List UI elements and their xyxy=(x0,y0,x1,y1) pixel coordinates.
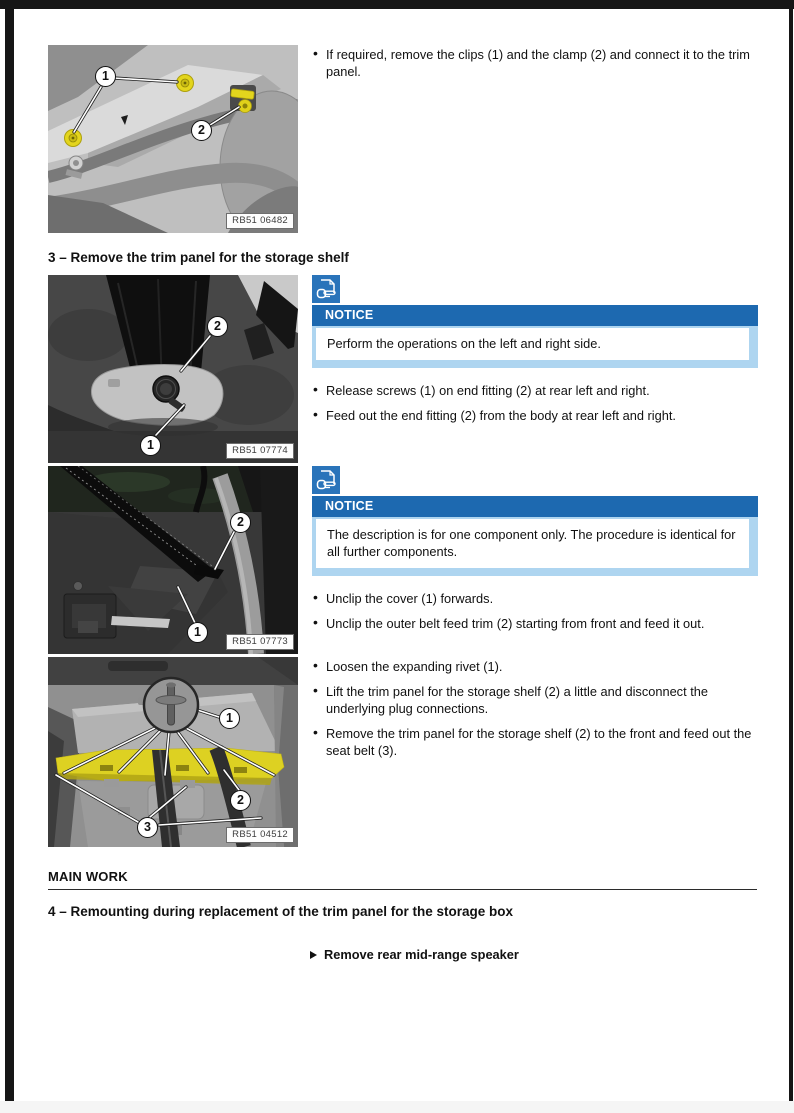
callout-2: 2 xyxy=(191,120,212,141)
bullet-text: Release screws (1) on end fitting (2) at rear left and right. xyxy=(326,383,650,398)
callout-2: 2 xyxy=(207,316,228,337)
notice-icon xyxy=(312,466,340,494)
bullet-text: Remove the trim panel for the storage shelf (2) to the front and feed out the seat belt (3). xyxy=(326,726,752,758)
bullet-text: Loosen the expanding rivet (1). xyxy=(326,659,503,674)
bullet-item xyxy=(312,615,758,632)
notice-block xyxy=(312,466,758,576)
main-work-heading: MAIN WORK xyxy=(48,869,128,884)
callout-1: 1 xyxy=(140,435,161,456)
reference-link[interactable]: Remove rear mid-range speaker xyxy=(324,947,519,962)
notice-title: NOTICE xyxy=(312,496,758,517)
viewer-footer-strip xyxy=(0,1101,794,1113)
figure-label: RB51 06482 xyxy=(226,213,294,229)
figure-label: RB51 04512 xyxy=(226,827,294,843)
step3-row-3 xyxy=(48,657,760,847)
figure-clips-clamp xyxy=(48,45,298,233)
bullet-item xyxy=(312,725,758,759)
step3-row-2 xyxy=(48,466,760,654)
main-work-section xyxy=(48,869,757,890)
bullet-list xyxy=(312,382,758,424)
step-3-heading: 3 – Remove the trim panel for the storage shelf xyxy=(48,250,349,265)
notice-body xyxy=(312,326,758,368)
notice-text: Perform the operations on the left and right side. xyxy=(316,328,749,360)
callout-1: 1 xyxy=(187,622,208,643)
figure-storage-shelf-trim xyxy=(48,657,298,847)
notice-body xyxy=(312,517,758,576)
arrow-right-icon xyxy=(310,951,317,959)
bullet-text: Unclip the outer belt feed trim (2) starting from front and feed it out. xyxy=(326,616,705,631)
bullet-item xyxy=(312,46,758,80)
bullet-item xyxy=(312,590,758,607)
figure-belt-feed-trim-illustration xyxy=(48,466,298,654)
notice-icon xyxy=(312,275,340,303)
callout-3: 3 xyxy=(137,817,158,838)
figure-end-fitting-illustration xyxy=(48,275,298,463)
step3-row-1 xyxy=(48,275,760,463)
bullet-item xyxy=(312,382,758,399)
bullet-list xyxy=(312,590,758,632)
figure-label: RB51 07774 xyxy=(226,443,294,459)
intro-row xyxy=(48,45,760,233)
callout-2: 2 xyxy=(230,512,251,533)
notice-text: The description is for one component only. The procedure is identical for all further components. xyxy=(316,519,749,568)
bullet-item xyxy=(312,658,758,675)
viewer-frame-top xyxy=(0,0,794,9)
bullet-item xyxy=(312,407,758,424)
figure-end-fitting xyxy=(48,275,298,463)
bullet-text: Lift the trim panel for the storage shelf (2) a little and disconnect the underlying plug connections. xyxy=(326,684,708,716)
document-page xyxy=(14,9,789,1101)
intro-bullet-list xyxy=(312,46,758,80)
bullet-text: Unclip the cover (1) forwards. xyxy=(326,591,494,606)
figure-storage-shelf-illustration xyxy=(48,657,298,847)
bullet-item xyxy=(312,683,758,717)
notice-block xyxy=(312,275,758,368)
viewer-frame-left xyxy=(5,9,14,1101)
bullet-list xyxy=(312,658,758,759)
figure-belt-feed-trim xyxy=(48,466,298,654)
figure-clips-clamp-illustration xyxy=(48,45,298,233)
notice-title: NOTICE xyxy=(312,305,758,326)
anchor-plate xyxy=(91,365,222,436)
reference-line xyxy=(310,947,789,962)
callout-1: 1 xyxy=(219,708,240,729)
figure-label: RB51 07773 xyxy=(226,634,294,650)
callout-1: 1 xyxy=(95,66,116,87)
rivet-magnifier xyxy=(144,678,198,732)
callout-2: 2 xyxy=(230,790,251,811)
viewer-frame-right xyxy=(789,9,793,1101)
bullet-text: If required, remove the clips (1) and the clamp (2) and connect it to the trim panel. xyxy=(326,47,750,79)
step-4-heading: 4 – Remounting during replacement of the trim panel for the storage box xyxy=(48,904,514,919)
main-work-rule xyxy=(48,889,757,890)
bullet-text: Feed out the end fitting (2) from the body at rear left and right. xyxy=(326,408,676,423)
